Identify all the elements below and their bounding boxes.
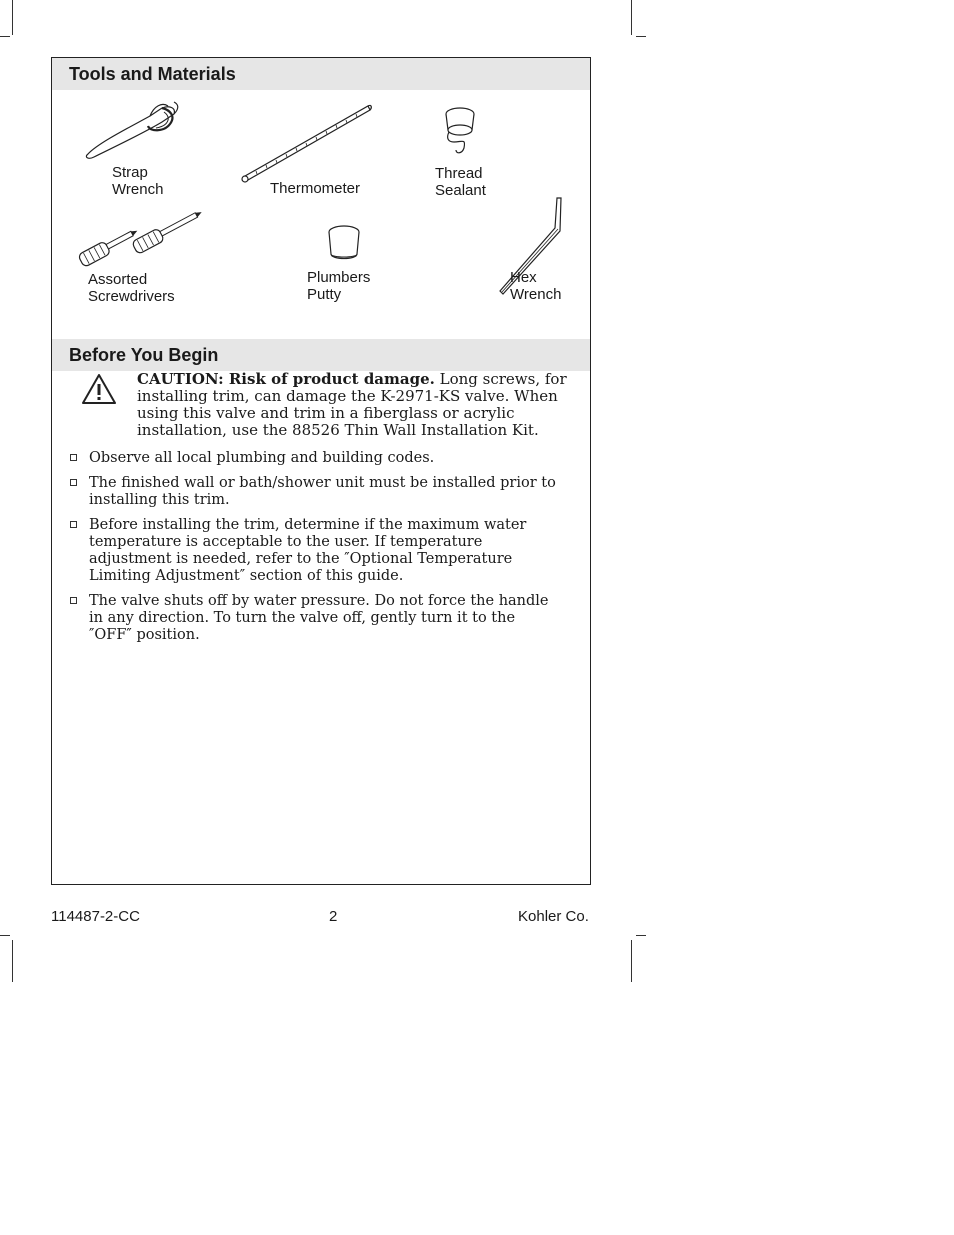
tools-section-title: Tools and Materials (52, 58, 590, 90)
crop-mark (12, 0, 13, 35)
thermometer-label: Thermometer (270, 180, 361, 197)
caution-lead: CAUTION: Risk of product damage. (137, 370, 435, 388)
crop-mark (631, 940, 632, 982)
caution-note (137, 371, 577, 439)
crop-mark (0, 935, 10, 936)
checkbox-icon (70, 597, 77, 604)
thread-sealant-label: Thread Sealant (435, 165, 486, 199)
footer-page-number: 2 (329, 908, 338, 925)
checkbox-icon (70, 454, 77, 461)
strap-wrench-label: Strap Wrench (112, 164, 164, 198)
crop-mark (636, 36, 646, 37)
screwdrivers-label: Assorted Screwdrivers (88, 271, 175, 305)
footer-doc-number: 114487-2-CC (51, 908, 140, 925)
hex-wrench-label: Hex Wrench (510, 269, 562, 303)
footer-company: Kohler Co. (518, 908, 589, 925)
before-section-title: Before You Begin (52, 339, 590, 371)
crop-mark (636, 935, 646, 936)
checkbox-icon (70, 521, 77, 528)
list-item: The finished wall or bath/shower unit must be installed prior to installing this trim. (69, 475, 559, 509)
crop-mark (631, 0, 632, 35)
crop-mark (12, 940, 13, 982)
caution-text: Long screws, for installing trim, can damage the K-2971-KS valve. When using this valve and trim in a fiberglass or acrylic installation, use the 88526 Thin Wall Installation Kit. (137, 370, 567, 439)
crop-mark (0, 36, 10, 37)
content-frame (51, 57, 591, 885)
checkbox-icon (70, 479, 77, 486)
list-item: Before installing the trim, determine if the maximum water temperature is acceptable to the user. If temperature adjustment is needed, refer to the ″Optional Temperature Limiting Adjustment″ section of this guide. (69, 517, 559, 585)
list-item: Observe all local plumbing and building codes. (69, 450, 559, 467)
warning-triangle-icon (81, 373, 117, 405)
list-item: The valve shuts off by water pressure. Do not force the handle in any direction. To turn the valve off, gently turn it to the ″OFF″ position. (69, 593, 559, 644)
plumbers-putty-label: Plumbers Putty (307, 269, 371, 303)
before-bullets (69, 450, 559, 652)
